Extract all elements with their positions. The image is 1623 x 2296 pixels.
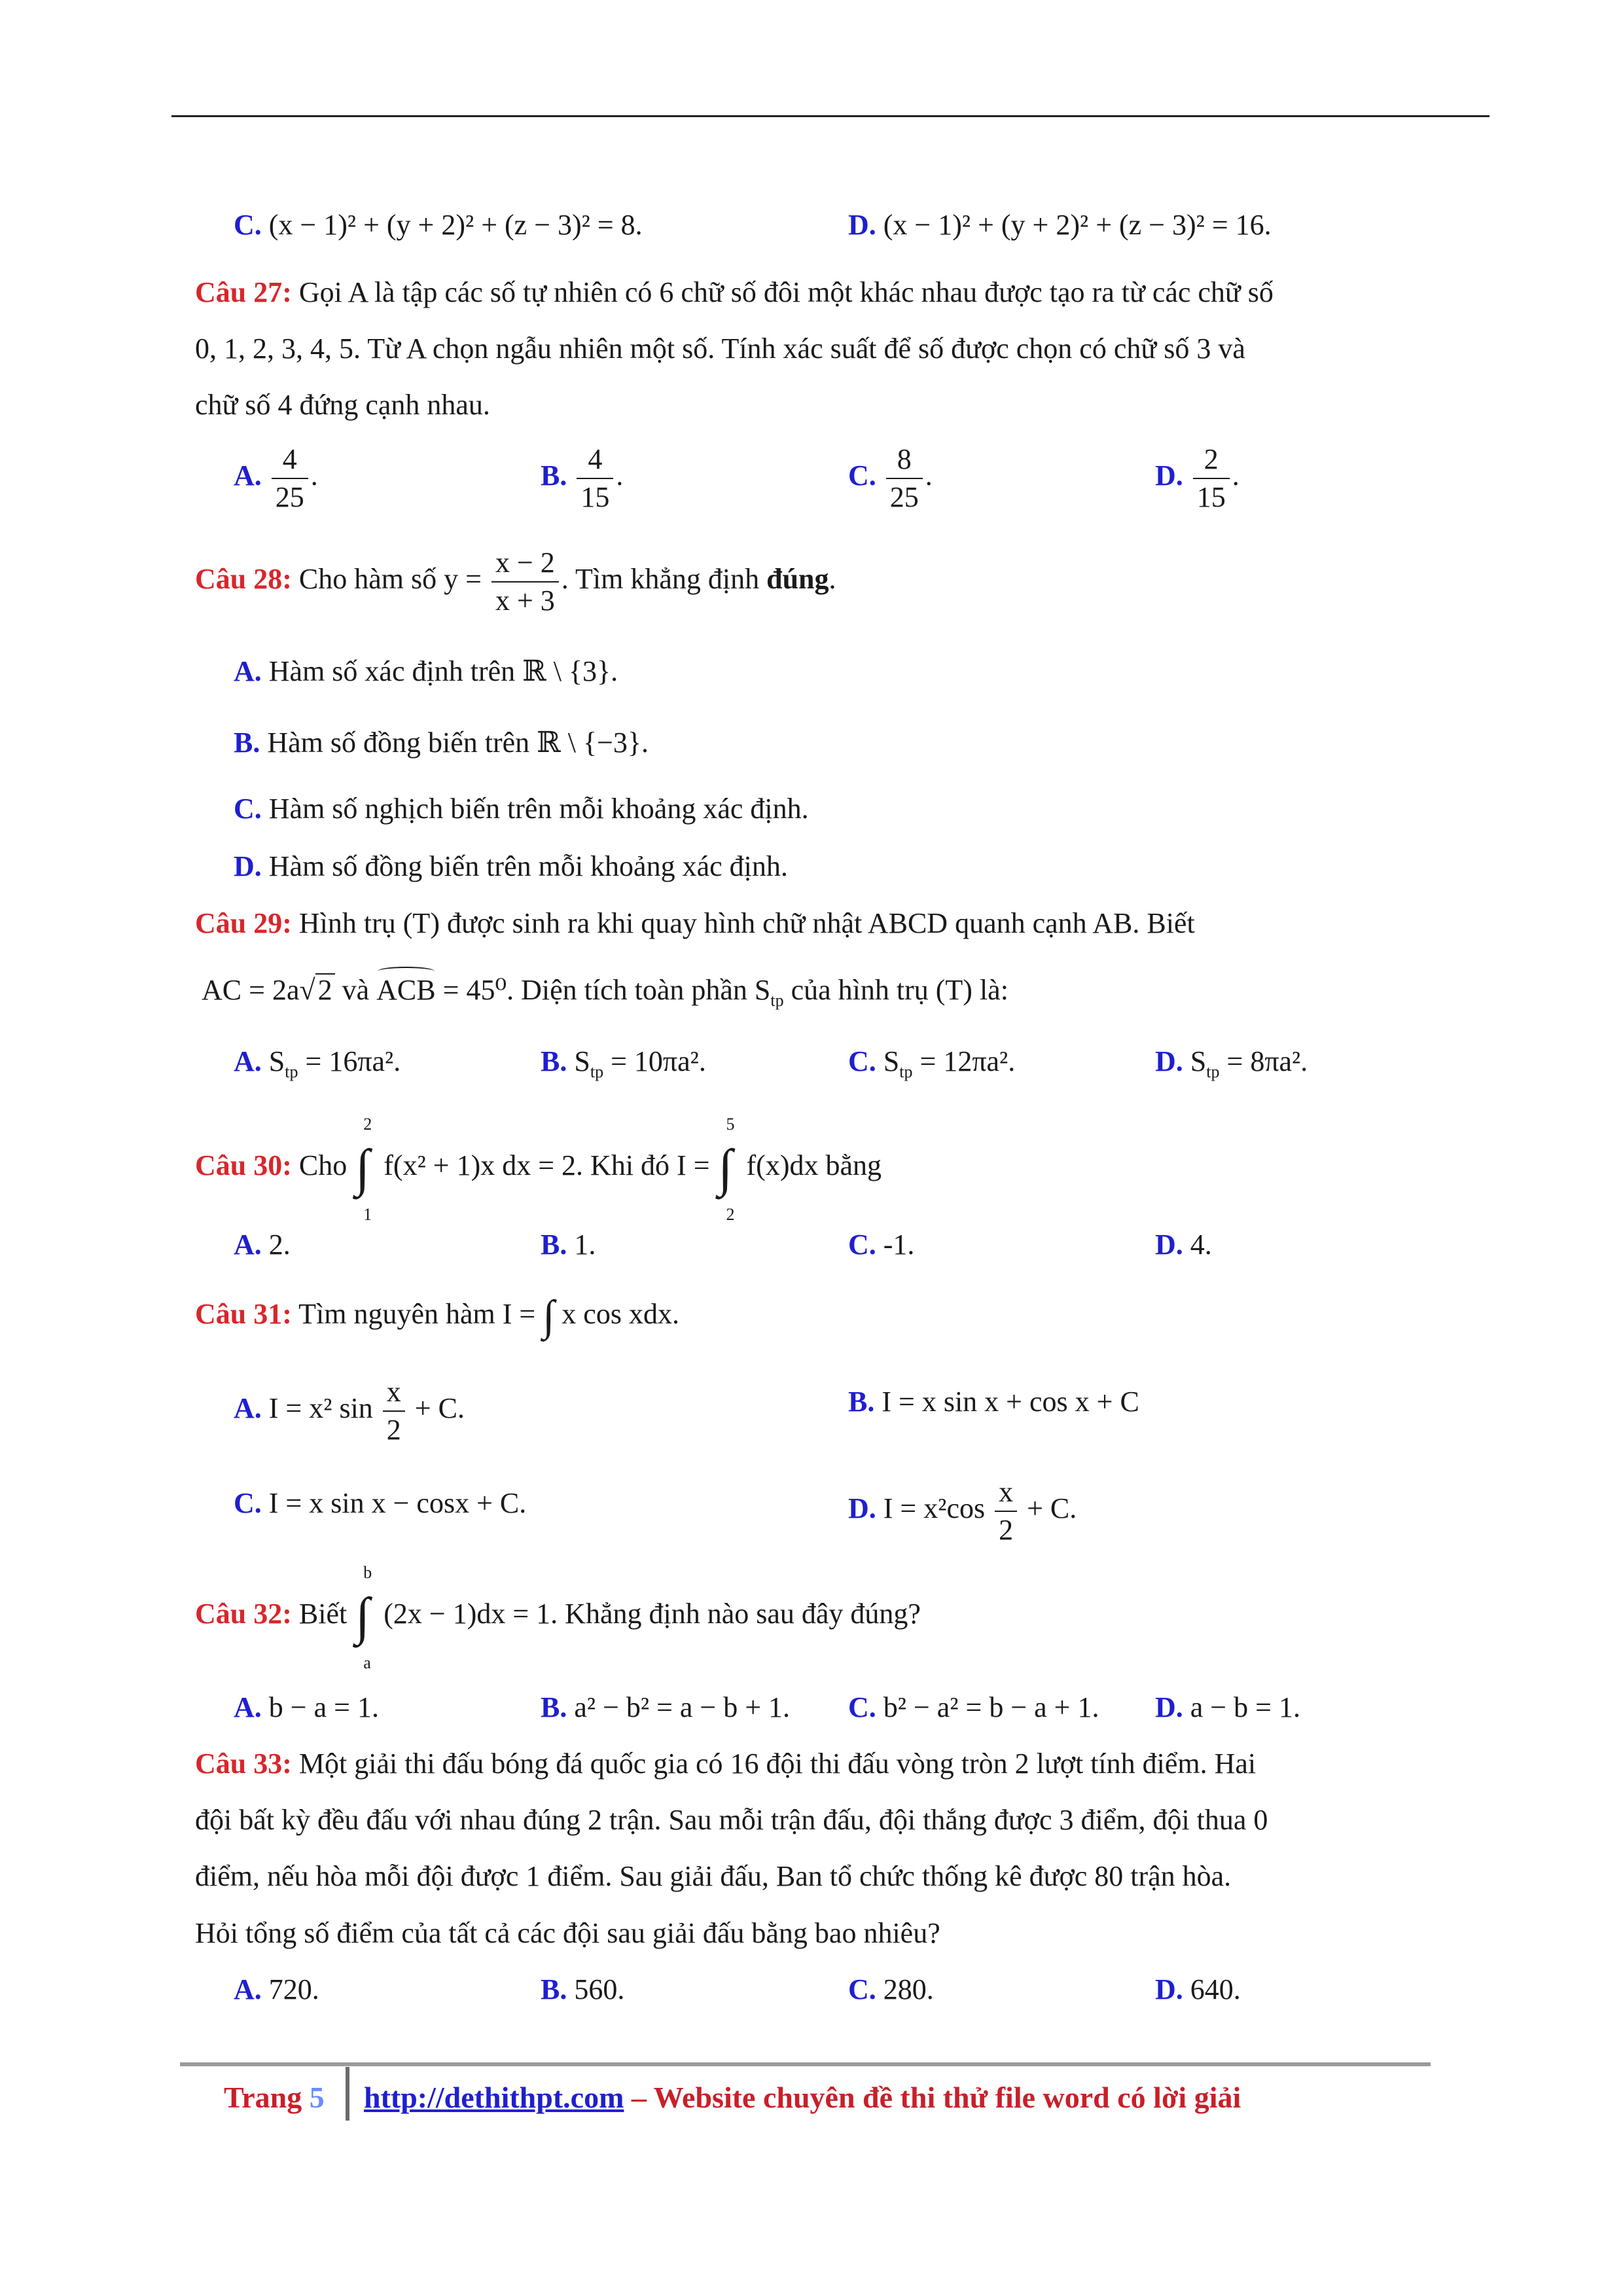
footer-separator: [346, 2067, 349, 2121]
upper-limit: 5: [726, 1115, 735, 1134]
top-rule: [171, 115, 1489, 117]
question-text: bằng: [825, 1149, 882, 1182]
option-label: D.: [234, 850, 262, 882]
q30-option-b: [541, 1230, 596, 1259]
option-label: C.: [848, 1691, 876, 1723]
q27-line-3: chữ số 4 đứng cạnh nhau.: [195, 389, 490, 421]
question-text: Cho hàm số: [298, 563, 437, 596]
q30-option-c: [848, 1230, 914, 1259]
q28-option-d: [234, 852, 788, 881]
fraction: [491, 548, 559, 615]
q26-option-d: [848, 211, 1272, 240]
question-text: . Tìm khẳng định: [561, 563, 760, 596]
question-text: Hình trụ (T) được sinh ra khi quay hình chữ nhật ABCD quanh cạnh AB. Biết: [298, 907, 1195, 939]
website-link[interactable]: http://dethithpt.com: [364, 2081, 624, 2114]
numerator: x: [383, 1378, 405, 1412]
page-value: 5: [309, 2081, 325, 2114]
angle-name: ACB: [376, 974, 436, 1006]
option-math: ℝ \ {−3}.: [537, 726, 649, 759]
option-label: C.: [848, 1045, 876, 1077]
option-label: D.: [848, 209, 876, 241]
option-math: ℝ \ {3}.: [522, 655, 618, 687]
option-label: A.: [234, 459, 262, 492]
numerator: x: [995, 1478, 1017, 1512]
option-label: B.: [541, 1973, 567, 2005]
option-label: C.: [234, 793, 262, 825]
numerator: 4: [577, 445, 613, 479]
option-math: = 16πa².: [305, 1045, 401, 1077]
option-text: 4.: [1190, 1229, 1212, 1261]
q29-option-b: [541, 1045, 706, 1081]
option-text: a − b = 1.: [1190, 1691, 1300, 1723]
lower-limit: 1: [363, 1205, 372, 1224]
option-label: A.: [234, 1392, 262, 1425]
math: S: [1190, 1045, 1207, 1077]
option-text: b² − a² = b − a + 1.: [883, 1691, 1099, 1723]
option-text: I = x sin x + cos x + C: [882, 1386, 1139, 1418]
q33-option-d: [1155, 1975, 1241, 2004]
denominator: 25: [889, 481, 919, 513]
q33-line-4: Hỏi tổng số điểm của tất cả các đội sau giải đấu bằng bao nhiêu?: [195, 1917, 940, 1949]
question-text: Một giải thi đấu bóng đá quốc gia có 16 đội thi đấu vòng tròn 2 lượt tính điểm. Hai: [298, 1748, 1257, 1780]
q33-option-a: [234, 1975, 319, 2004]
question-text: Cho: [298, 1149, 348, 1182]
footer-tagline: – Website chuyên đề thi thử file word có lời giải: [631, 2081, 1241, 2114]
q31-option-b: [848, 1388, 1139, 1416]
q32-stem: [195, 1563, 921, 1672]
q29-line-1: [195, 909, 1195, 938]
emphasis: đúng: [766, 563, 829, 596]
q28-stem: Câu 28: Cho hàm số y = $\frac{x - 2}{x + 3}$ . Tìm khẳng định đúng.: [195, 547, 836, 617]
q27-option-d: D. $\frac{2}{15}$ .: [1155, 443, 1240, 513]
q28-option-b: [234, 728, 649, 757]
option-label: B.: [541, 459, 567, 492]
option-label: A.: [234, 1229, 262, 1261]
option-label: C.: [234, 1487, 262, 1519]
math: S: [754, 974, 771, 1006]
footer-rule: [180, 2062, 1431, 2066]
question-label: Câu 28:: [195, 563, 292, 596]
option-text: 2.: [268, 1229, 291, 1261]
q26-option-c: [234, 211, 643, 240]
q29-option-c: [848, 1045, 1016, 1081]
integrand: f(x² + 1)x dx = 2.: [383, 1149, 584, 1182]
q30-option-d: [1155, 1230, 1212, 1259]
math: I =: [502, 1298, 536, 1330]
text: Diện tích toàn phần: [521, 974, 747, 1006]
option-text: Hàm số đồng biến trên: [267, 726, 530, 759]
q30-option-a: [234, 1230, 291, 1259]
numerator: x − 2: [491, 548, 559, 583]
option-label: B.: [541, 1045, 567, 1077]
q33-option-b: [541, 1975, 624, 2004]
option-label: C.: [848, 1973, 876, 2005]
option-label: D.: [1155, 1691, 1183, 1723]
q31-stem: Câu 31: Tìm nguyên hàm I = ∫ x cos xdx.: [195, 1292, 679, 1340]
option-text: Hàm số xác định trên: [268, 655, 516, 687]
math: S: [574, 1045, 590, 1077]
question-label: Câu 32:: [195, 1598, 292, 1630]
question-label: Câu 27:: [195, 276, 292, 308]
q27-line-2: 0, 1, 2, 3, 4, 5. Từ A chọn ngẫu nhiên một số. Tính xác suất để số được chọn có chữ số 3 và: [195, 332, 1245, 365]
q29-line-2: AC = 2a√2 và ACB = 45⁰. Diện tích toàn phần $S_{tp}$ của hình trụ (T) là:: [202, 973, 1008, 1005]
option-text: 1.: [574, 1229, 596, 1261]
q33-option-c: [848, 1975, 934, 2004]
numerator: 4: [272, 445, 308, 479]
question-label: Câu 31:: [195, 1298, 292, 1330]
math: S: [883, 1045, 900, 1077]
q31-option-c: [234, 1489, 526, 1518]
option-label: A.: [234, 1973, 262, 2005]
upper-limit: 2: [363, 1115, 372, 1134]
question-label: Câu 30:: [195, 1149, 292, 1182]
q32-option-c: [848, 1693, 1099, 1722]
option-label: B.: [848, 1386, 875, 1418]
fraction: [577, 445, 613, 512]
subscript: tp: [899, 1062, 913, 1081]
equation: y =: [444, 563, 482, 596]
question-label: Câu 33:: [195, 1748, 292, 1780]
q33-line-2: đội bất kỳ đều đấu với nhau đúng 2 trận. Sau mỗi trận đấu, đội thắng được 3 điểm, đội thua 0: [195, 1804, 1268, 1836]
math: = 45⁰.: [442, 974, 514, 1006]
math: S: [268, 1045, 285, 1077]
option-label: D.: [1155, 459, 1183, 492]
question-text: Khẳng định nào sau đây đúng?: [565, 1598, 921, 1630]
q32-option-d: [1155, 1693, 1300, 1722]
option-label: D.: [848, 1492, 876, 1525]
numerator: 8: [886, 445, 923, 479]
q27-line-1: [195, 278, 1274, 307]
fraction: [886, 445, 923, 512]
option-label: D.: [1155, 1045, 1183, 1077]
angle: [376, 976, 435, 1005]
option-label: A.: [234, 1045, 262, 1077]
q27-option-b: B. $\frac{4}{15}$ .: [541, 443, 624, 513]
option-math: + C.: [1027, 1492, 1077, 1525]
option-label: B.: [541, 1229, 567, 1261]
question-text: Gọi A là tập các số tự nhiên có 6 chữ số đôi một khác nhau được tạo ra từ các chữ số: [298, 276, 1274, 308]
option-label: A.: [234, 1691, 262, 1723]
option-text: 280.: [883, 1973, 934, 2005]
option-text: (x − 1)² + (y + 2)² + (z − 3)² = 8.: [268, 209, 643, 241]
q27-option-c: C. $\frac{8}{25}$ .: [848, 443, 933, 513]
integrand: (2x − 1)dx = 1.: [383, 1598, 558, 1630]
footer-text: [364, 2080, 1241, 2115]
integral-sign: ∫ b a: [355, 1563, 372, 1672]
integrand: x cos xdx.: [562, 1298, 679, 1330]
math: AC = 2a: [202, 974, 300, 1006]
question-text: Tìm nguyên hàm: [298, 1298, 495, 1330]
math: I =: [677, 1149, 710, 1182]
denominator: 2: [386, 1414, 401, 1446]
option-text: 640.: [1190, 1973, 1241, 2005]
option-text: a² − b² = a − b + 1.: [574, 1691, 791, 1723]
lower-limit: 2: [726, 1205, 735, 1224]
q32-option-b: [541, 1693, 790, 1722]
denominator: 15: [580, 481, 610, 513]
option-text: (x − 1)² + (y + 2)² + (z − 3)² = 16.: [883, 209, 1272, 241]
q31-option-a: [234, 1378, 465, 1444]
option-label: A.: [234, 655, 262, 687]
option-label: D.: [1155, 1973, 1183, 2005]
option-text: Hàm số nghịch biến trên mỗi khoảng xác định.: [268, 793, 809, 825]
denominator: 2: [999, 1514, 1014, 1546]
option-label: B.: [234, 726, 260, 759]
option-label: C.: [848, 1229, 876, 1261]
page-number: [224, 2080, 325, 2115]
option-label: D.: [1155, 1229, 1183, 1261]
subscript: tp: [590, 1062, 604, 1081]
sqrt: 2: [315, 973, 335, 1005]
q33-line-1: [195, 1749, 1256, 1778]
integral-sign: ∫ 2 1: [355, 1115, 372, 1224]
text: của hình trụ (T) là:: [791, 974, 1008, 1006]
fraction: [1193, 445, 1230, 512]
option-math: + C.: [414, 1392, 465, 1425]
text: và: [342, 974, 370, 1006]
q29-option-a: [234, 1045, 401, 1081]
fraction: [383, 1378, 405, 1444]
fraction: [995, 1478, 1017, 1545]
question-text: Biết: [298, 1598, 348, 1630]
q28-option-a: [234, 657, 618, 686]
q33-line-3: điểm, nếu hòa mỗi đội được 1 điểm. Sau giải đấu, Ban tổ chức thống kê được 80 trận hòa.: [195, 1860, 1232, 1892]
denominator: x + 3: [495, 584, 555, 617]
option-math: = 8πa².: [1226, 1045, 1308, 1077]
option-label: C.: [848, 459, 876, 492]
option-text: -1.: [883, 1229, 915, 1261]
option-label: C.: [234, 209, 262, 241]
option-math: = 12πa².: [919, 1045, 1016, 1077]
option-text: b − a = 1.: [268, 1691, 379, 1723]
option-math: I = x²cos: [883, 1492, 986, 1525]
q30-stem: [195, 1115, 882, 1224]
numerator: 2: [1193, 445, 1230, 479]
upper-limit: b: [363, 1563, 372, 1582]
subscript: tp: [1206, 1062, 1220, 1081]
lower-limit: a: [363, 1653, 371, 1672]
subscript: tp: [285, 1062, 298, 1081]
question-text: Khi đó: [590, 1149, 670, 1182]
option-text: Hàm số đồng biến trên mỗi khoảng xác định.: [268, 850, 788, 882]
page-label: Trang: [224, 2081, 302, 2114]
q27-option-a: A. $\frac{4}{25}$ .: [234, 443, 318, 513]
option-math: = 10πa².: [611, 1045, 706, 1077]
question-label: Câu 29:: [195, 907, 292, 939]
option-math: I = x² sin: [268, 1392, 373, 1425]
q29-option-d: [1155, 1045, 1308, 1081]
integral-sign: ∫ 5 2: [718, 1115, 735, 1224]
denominator: 15: [1196, 481, 1226, 513]
q32-option-a: [234, 1693, 379, 1722]
option-label: B.: [541, 1691, 567, 1723]
denominator: 25: [275, 481, 304, 513]
integrand: f(x)dx: [746, 1149, 819, 1182]
option-text: I = x sin x − cosx + C.: [268, 1487, 527, 1519]
option-text: 720.: [268, 1973, 319, 2005]
option-text: 560.: [574, 1973, 625, 2005]
q28-option-c: [234, 795, 809, 823]
q31-option-d: [848, 1478, 1077, 1545]
subscript: tp: [770, 990, 784, 1010]
fraction: [272, 445, 308, 512]
